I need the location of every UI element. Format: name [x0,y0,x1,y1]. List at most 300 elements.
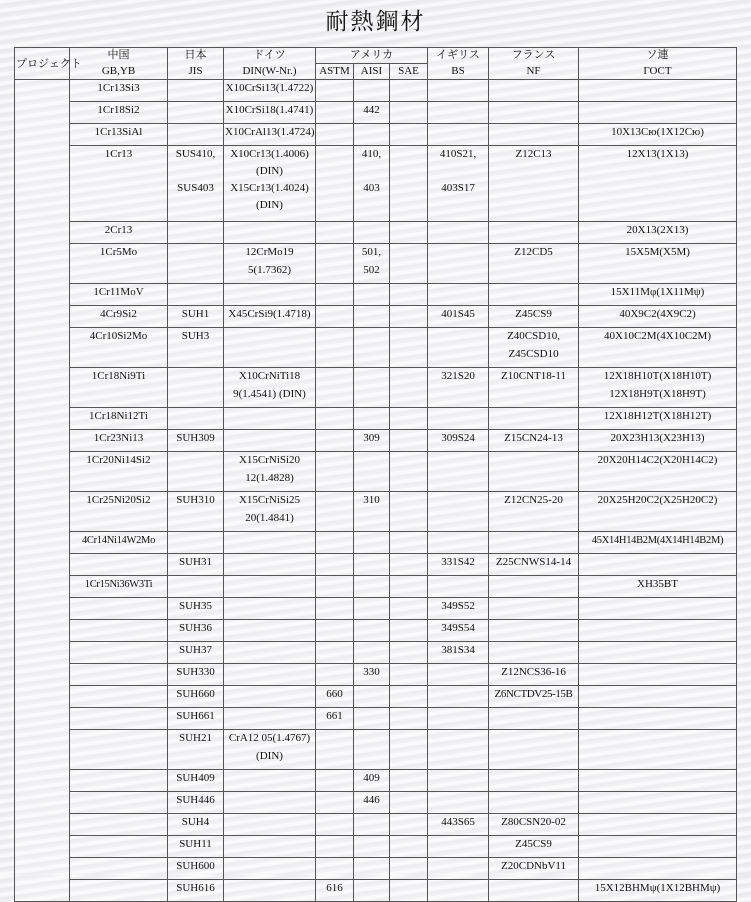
cell-text: 20X13(2X13) [626,224,689,236]
cell-text: 1Cr18Ni9Ti [91,370,146,382]
cell-text [225,882,314,895]
cell-nf [489,102,579,124]
cell-text [391,838,426,851]
cell-text [71,732,166,750]
header-astm: ASTM [316,64,354,80]
cell-text [355,838,388,851]
cell-text [580,104,735,117]
cell-sae [390,770,428,792]
cell-astm [316,306,354,328]
cell-gb [70,814,168,836]
cell-gost [579,532,737,554]
cell-text [580,710,735,723]
cell-sae [390,554,428,576]
cell-text: SUH37 [178,644,212,656]
cell-astm [316,532,354,554]
cell-sae [390,80,428,102]
cell-text [580,82,735,95]
cell-text: 501, [361,246,382,258]
cell-text [355,600,388,613]
table-row [15,858,737,880]
cell-gb [70,686,168,708]
cell-text [71,182,166,199]
cell-text [429,104,487,117]
cell-text [317,308,352,321]
cell-text: X15CrNiSi25 [238,494,301,506]
cell-text [391,578,426,591]
cell-text: 381S34 [441,644,475,656]
cell-nf [489,814,579,836]
cell-bs [428,368,489,408]
cell-text: Z6NCTDV25-15B [494,688,573,700]
cell-aisi [354,408,390,430]
cell-text: X15CrNiSi20 [238,454,301,466]
cell-sae [390,598,428,620]
cell-text [71,199,166,216]
cell-gb [70,492,168,532]
cell-text [391,126,426,139]
cell-text [391,644,426,657]
cell-astm [316,408,354,430]
cell-text: 45X14H14B2M(4X14H14B2M) [591,535,724,546]
cell-jis [168,452,224,492]
cell-text [490,104,577,117]
cell-sae [390,642,428,664]
cell-text: 349S52 [441,600,475,612]
table-row [15,598,737,620]
cell-text [391,472,426,490]
cell-text [391,330,426,348]
cell-text [391,410,426,423]
cell-text [355,126,388,139]
cell-nf [489,532,579,554]
cell-aisi [354,492,390,532]
cell-astm [316,146,354,222]
cell-gost [579,80,737,102]
cell-text: 15X12BHMψ(1X12BHMψ) [594,882,721,894]
cell-text [429,330,487,348]
cell-nf [489,222,579,244]
cell-text: SUH4 [181,816,210,828]
cell-din [224,792,316,814]
cell-text [317,494,352,512]
cell-text [429,199,487,216]
cell-text [317,838,352,851]
cell-text [317,534,352,547]
cell-text: 12CrMo19 [245,246,294,258]
cell-text: 331S42 [441,556,475,568]
cell-gost [579,146,737,222]
cell-jis [168,620,224,642]
cell-din [224,814,316,836]
cell-text [225,622,314,635]
cell-astm [316,80,354,102]
cell-text [169,126,222,139]
cell-bs [428,708,489,730]
cell-text [355,472,388,490]
cell-text [429,512,487,530]
cell-text [317,750,352,768]
cell-text [355,622,388,635]
cell-text: Z80CSN20-02 [501,816,566,828]
table-body [15,80,737,902]
cell-astm [316,284,354,306]
header-germany: ドイツ [224,48,316,64]
cell-text [391,772,426,785]
table-row [15,124,737,146]
cell-din [224,244,316,284]
cell-text [391,182,426,199]
cell-gost [579,306,737,328]
cell-aisi [354,576,390,598]
cell-jis [168,814,224,836]
cell-text [169,534,222,547]
cell-din [224,532,316,554]
table-row [15,430,737,452]
cell-text [317,454,352,472]
cell-gb [70,244,168,284]
cell-astm [316,102,354,124]
cell-astm [316,124,354,146]
cell-text: 410, [361,148,382,160]
cell-text [580,838,735,851]
cell-text [355,688,388,701]
cell-gost [579,576,737,598]
cell-text [391,388,426,406]
cell-text [580,794,735,807]
cell-text [391,454,426,472]
cell-bs [428,328,489,368]
cell-sae [390,102,428,124]
cell-jis [168,730,224,770]
cell-gost [579,858,737,880]
cell-text [317,370,352,388]
cell-text [490,264,577,282]
cell-gost [579,368,737,408]
cell-text [429,882,487,895]
cell-text [391,308,426,321]
cell-din [224,284,316,306]
cell-nf [489,554,579,576]
cell-astm [316,368,354,408]
cell-text [225,644,314,657]
cell-jis [168,306,224,328]
cell-text [169,165,222,182]
cell-text [317,794,352,807]
cell-aisi [354,368,390,408]
cell-aisi [354,244,390,284]
cell-bs [428,576,489,598]
cell-text [355,388,388,406]
cell-text [355,816,388,829]
cell-text [317,165,352,182]
cell-jis [168,554,224,576]
cell-text: 20(1.4841) [245,512,294,524]
cell-aisi [354,80,390,102]
cell-text: Z45CSD10 [508,348,559,360]
cell-aisi [354,708,390,730]
cell-text: Z40CSD10, [507,330,560,342]
cell-jis [168,708,224,730]
cell-gb [70,664,168,686]
cell-text [225,410,314,423]
cell-text: XH35BT [637,578,678,590]
cell-gb [70,80,168,102]
table-row [15,792,737,814]
cell-text: 1Cr5Mo [99,246,138,258]
cell-text: SUS403 [177,182,214,194]
cell-text: 12X18H12T(X18H12T) [603,410,712,422]
cell-astm [316,836,354,858]
cell-bs [428,598,489,620]
cell-text [355,286,388,299]
cell-bs [428,858,489,880]
header-uk-std: BS [428,64,489,80]
cell-bs [428,532,489,554]
cell-aisi [354,430,390,452]
cell-astm [316,452,354,492]
cell-aisi [354,284,390,306]
cell-text: 12X18H9T(X18H9T) [609,388,706,400]
cell-din [224,620,316,642]
heat-resistant-steel-table [14,47,737,902]
cell-text [429,710,487,723]
cell-bs [428,222,489,244]
cell-text [169,454,222,472]
cell-jis [168,770,224,792]
cell-din [224,642,316,664]
cell-gb [70,452,168,492]
cell-text: 502 [363,264,380,276]
cell-aisi [354,880,390,902]
cell-sae [390,532,428,554]
cell-text [71,600,166,613]
cell-gost [579,836,737,858]
cell-jis [168,664,224,686]
cell-text [317,644,352,657]
cell-text [317,732,352,750]
cell-text: 442 [363,104,380,116]
cell-sae [390,368,428,408]
cell-nf [489,598,579,620]
header-project: プロジェクト [15,48,70,80]
cell-text [391,732,426,750]
cell-text: X10CrSi18(1.4741) [225,104,314,116]
cell-nf [489,452,579,492]
cell-text [71,816,166,829]
cell-sae [390,814,428,836]
cell-din [224,306,316,328]
cell-sae [390,620,428,642]
cell-text [169,82,222,95]
cell-text: 1Cr20Ni14Si2 [86,454,151,466]
cell-text [355,710,388,723]
cell-sae [390,730,428,770]
cell-text [391,534,426,547]
table-row [15,730,737,770]
cell-jis [168,368,224,408]
header-sae: SAE [390,64,428,80]
cell-jis [168,430,224,452]
cell-text: 9(1.4541) (DIN) [233,388,306,400]
cell-bs [428,306,489,328]
table-row [15,836,737,858]
header-japan: 日本 [168,48,224,64]
cell-gost [579,284,737,306]
cell-text: 1Cr13 [104,148,133,160]
cell-text: Z15CN24-13 [504,432,563,444]
cell-text [490,224,577,237]
table-row [15,664,737,686]
header-aisi: AISI [354,64,390,80]
cell-gb [70,284,168,306]
cell-gb [70,222,168,244]
cell-bs [428,80,489,102]
cell-text [580,472,735,490]
cell-text [225,432,314,445]
table-row [15,222,737,244]
cell-text: SUH21 [178,732,212,744]
cell-astm [316,730,354,770]
cell-jis [168,880,224,902]
cell-nf [489,792,579,814]
cell-din [224,368,316,408]
cell-text [169,224,222,237]
table-row [15,146,737,222]
cell-bs [428,730,489,770]
cell-text: SUH660 [176,688,215,700]
cell-text: 1Cr25Ni20Si2 [86,494,151,506]
cell-text [169,246,222,264]
table-row [15,770,737,792]
cell-text [225,710,314,723]
cell-text [71,882,166,895]
cell-text: 2Cr13 [104,224,133,236]
cell-text: 409 [363,772,380,784]
cell-text [490,534,577,547]
cell-text [490,165,577,182]
cell-text: 1Cr23Ni13 [93,432,144,444]
cell-text [317,472,352,490]
cell-text: SUH309 [176,432,215,444]
cell-text [580,622,735,635]
cell-text [580,600,735,613]
table-row [15,620,737,642]
cell-jis [168,642,224,664]
cell-text [490,750,577,768]
cell-nf [489,620,579,642]
cell-text [71,644,166,657]
table-row [15,408,737,430]
cell-text [225,348,314,366]
cell-text [429,688,487,701]
cell-text [355,199,388,216]
cell-text [317,622,352,635]
cell-text [355,534,388,547]
cell-aisi [354,554,390,576]
cell-text [580,264,735,282]
cell-text [391,556,426,569]
cell-text [580,644,735,657]
cell-aisi [354,686,390,708]
cell-text [490,199,577,216]
cell-text [429,578,487,591]
cell-text [317,432,352,445]
cell-gb [70,620,168,642]
cell-aisi [354,770,390,792]
cell-bs [428,770,489,792]
cell-jis [168,686,224,708]
cell-text [355,410,388,423]
cell-text [580,688,735,701]
cell-text [355,750,388,768]
cell-text [429,82,487,95]
cell-text: 321S20 [441,370,475,382]
cell-sae [390,880,428,902]
cell-nf [489,244,579,284]
cell-text [355,578,388,591]
header-germany-std: DIN(W-Nr.) [224,64,316,80]
cell-text [429,534,487,547]
cell-text [169,512,222,530]
cell-nf [489,642,579,664]
cell-astm [316,814,354,836]
cell-gost [579,730,737,770]
cell-text: Z12CN25-20 [504,494,563,506]
cell-gb [70,124,168,146]
cell-text [355,82,388,95]
cell-jis [168,284,224,306]
cell-bs [428,124,489,146]
cell-text: X10Cr13(1.4006) [230,148,309,160]
cell-text: SUH31 [178,556,212,568]
cell-din [224,686,316,708]
cell-text [490,772,577,785]
cell-text [317,348,352,366]
cell-text: SUH11 [179,838,212,850]
cell-astm [316,430,354,452]
cell-text: 616 [326,882,343,894]
cell-text [225,772,314,785]
cell-gb [70,730,168,770]
table-row [15,814,737,836]
cell-astm [316,770,354,792]
header-france-std: NF [489,64,579,80]
cell-text [580,199,735,216]
header-ussr-std: ГОСТ [579,64,737,80]
cell-text [391,882,426,895]
cell-din [224,598,316,620]
cell-text: 410S21, [439,148,477,160]
cell-text [317,330,352,348]
cell-text: X10CrSi13(1.4722) [225,82,314,94]
cell-text: X45CrSi9(1.4718) [228,308,311,320]
cell-jis [168,836,224,858]
cell-nf [489,730,579,770]
cell-gb [70,368,168,408]
cell-text [169,264,222,282]
table-row [15,368,737,408]
cell-din [224,880,316,902]
cell-text [317,512,352,530]
cell-text [429,494,487,512]
cell-aisi [354,306,390,328]
cell-text [71,838,166,851]
cell-sae [390,492,428,532]
cell-text [355,330,388,348]
cell-gb [70,858,168,880]
cell-text [391,224,426,237]
